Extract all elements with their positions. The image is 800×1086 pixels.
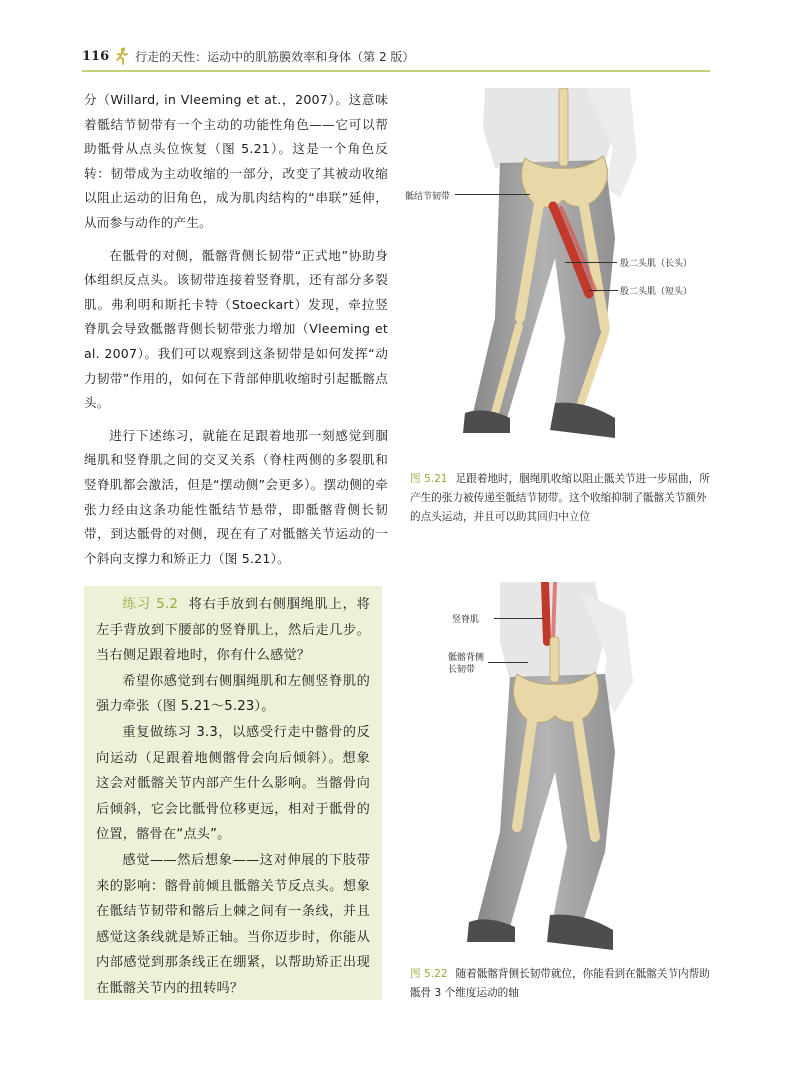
header-rule bbox=[82, 70, 710, 72]
label-sacrotuberous-ligament: 骶结节韧带 bbox=[405, 192, 451, 202]
exercise-label: 练习 5.2 bbox=[122, 596, 179, 612]
walking-figure-erector bbox=[455, 582, 635, 967]
label-biceps-short-head: 股二头肌（短头） bbox=[620, 287, 693, 297]
page-number: 116 bbox=[82, 48, 110, 64]
walker-icon bbox=[115, 47, 129, 65]
leader-sacrotuberous bbox=[455, 194, 530, 195]
label-biceps-long-head: 股二头肌（长头） bbox=[620, 259, 693, 269]
body-paragraph-1: 分（Willard, in Vleeming et at.，2007）。这意味着骶结节韧带有一个主动的功能性角色——它可以帮助骶骨从点头位恢复（图 5.21）。这是一个角色反转：韧带成为主动收缩的一部分，改变了其被动收缩以阻止运动的旧角色，成为肌肉结构的“串联”延伸，从而参与动作的产生。 bbox=[84, 92, 388, 230]
exercise-paragraph-4: 感觉——然后想象——这对伸展的下肢带来的影响：髂骨前倾且骶髂关节反点头。想象在骶结节韧带和髂后上棘之间有一条线，并且感觉这条线就是矫正轴。当你迈步时，你能从内部感觉到那条线正在绷紧，以帮助矫正出现在骶髂关节内的扭转吗？ bbox=[96, 852, 370, 996]
figure-5-21-number: 图 5.21 bbox=[410, 473, 448, 485]
page-header bbox=[82, 44, 710, 68]
leader-erector bbox=[494, 618, 544, 619]
figure-5-22-number: 图 5.22 bbox=[410, 968, 448, 980]
figure-5-21-illustration bbox=[455, 88, 665, 468]
leader-long-dorsal bbox=[488, 662, 528, 663]
leader-biceps-long bbox=[565, 262, 617, 263]
figure-5-22-caption bbox=[410, 965, 710, 1003]
exercise-box bbox=[84, 586, 382, 1000]
running-title: 行走的天性：运动中的肌筋膜效率和身体（第 2 版） bbox=[135, 49, 415, 64]
body-text bbox=[84, 88, 388, 579]
label-erector-spinae: 竖脊肌 bbox=[452, 615, 480, 625]
exercise-paragraph-1 bbox=[96, 592, 370, 669]
body-paragraph-2: 在骶骨的对侧，骶髂背侧长韧带“正式地”协助身体组织反点头。该韧带连接着竖脊肌，还有部分多裂肌。弗利明和斯托卡特（Stoeckart）发现，牵拉竖脊肌会导致骶髂背侧长韧带张力增加（Vleeming et al. 2007）。我们可以观察到这条韧带是如何发挥“动力韧带”作用的，如何在下背部伸肌收缩时引起骶髂点头。 bbox=[84, 247, 388, 411]
exercise-paragraph-2: 希望你感觉到右侧腘绳肌和左侧竖脊肌的强力牵张（图 5.21～5.23）。 bbox=[96, 673, 370, 715]
label-long-dorsal-ligament: 骶髂背侧长韧带 bbox=[448, 653, 485, 675]
leader-biceps-short bbox=[588, 290, 618, 291]
figure-5-21-caption-text: 足跟着地时，腘绳肌收缩以阻止骶关节进一步屈曲，所产生的张力被传递至骶结节韧带。这个收缩抑制了骶髂关节额外的点头运动，并且可以助其回归中立位 bbox=[410, 473, 710, 523]
exercise-first-text: 将右手放到右侧腘绳肌上，将左手背放到下腰部的竖脊肌上，然后走几步。当右侧足跟着地时，你有什么感觉？ bbox=[96, 597, 370, 664]
body-paragraph-3: 进行下述练习，就能在足跟着地那一刻感觉到腘绳肌和竖脊肌之间的交叉关系（脊柱两侧的多裂肌和竖脊肌都会激活，但是“摆动侧”会更多）。摆动侧的牵张力经由这条功能性骶结节悬带，即骶髂背侧长韧带，到达骶骨的对侧，现在有了对骶髂关节运动的一个斜向支撑力和矫正力（图 5.21）。 bbox=[84, 427, 388, 566]
walking-figure-hamstring bbox=[455, 88, 665, 468]
exercise-paragraph-3: 重复做练习 3.3，以感受行走中髂骨的反向运动（足跟着地侧髂骨会向后倾斜）。想象这会对骶髂关节内部产生什么影响。当髂骨向后倾斜，它会比骶骨位移更远，相对于骶骨的位置，髂骨在“点头”。 bbox=[96, 724, 370, 843]
figure-5-22-caption-text: 随着骶髂背侧长韧带就位，你能看到在骶髂关节内帮助骶骨 3 个维度运动的轴 bbox=[410, 968, 710, 999]
figure-5-22-illustration bbox=[455, 582, 635, 967]
figure-5-21-caption bbox=[410, 470, 710, 527]
